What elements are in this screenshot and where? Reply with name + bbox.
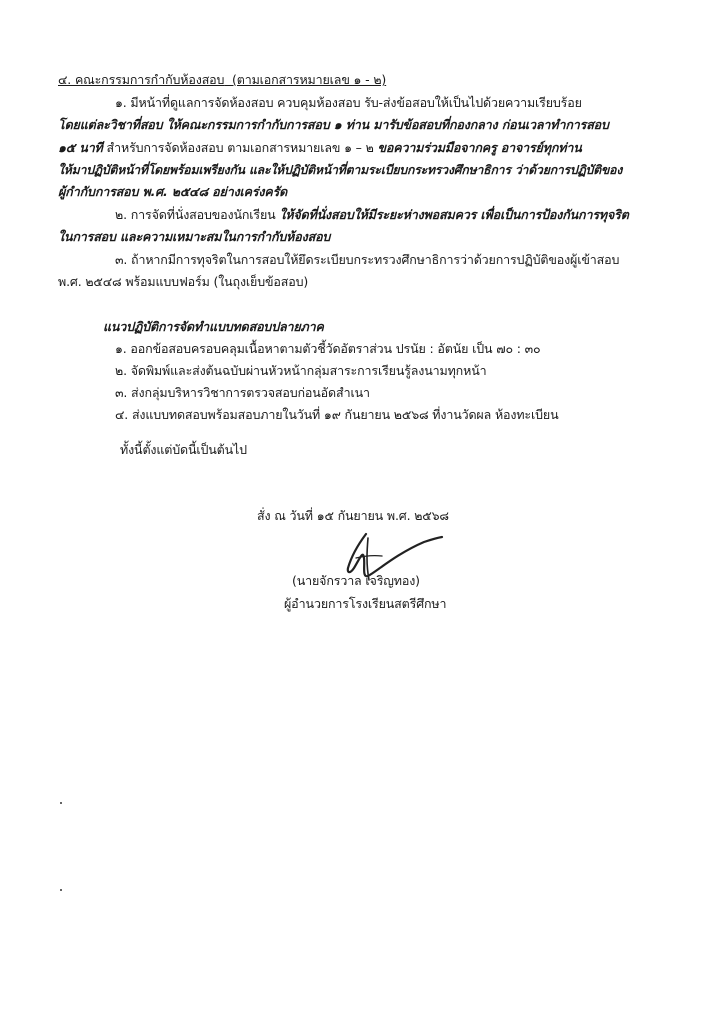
section-heading [58,72,386,88]
order-date: สั่ง ณ วันที่ ๑๕ กันยายน พ.ศ. ๒๕๖๘ [257,508,449,523]
item2-line1-bold: ให้จัดที่นั่งสอบให้มีระยะห่างพอสมควร เพื่อเป็นการป้องกันการทุจริต [279,207,629,222]
item1-line1: ๑. มีหน้าที่ดูแลการจัดห้องสอบ ควบคุมห้องสอบ รับ-ส่งข้อสอบให้เป็นไปด้วยความเรียบร้อย [115,95,582,110]
margin-speck [60,889,62,891]
guidelines-heading: แนวปฏิบัติการจัดทำแบบทดสอบปลายภาค [103,319,324,334]
section-heading-reference: (ตามเอกสารหมายเลข ๑ - ๒) [232,72,387,87]
item1-line2: โดยแต่ละวิชาที่สอบ ให้คณะกรรมการกำกับการสอบ ๑ ท่าน มารับข้อสอบที่กองกลาง ก่อนเวลาทำการสอบ [58,117,609,132]
item1-line3 [58,140,582,156]
guideline-item-2: ๒. จัดพิมพ์และส่งต้นฉบับผ่านหัวหน้ากลุ่มสาระการเรียนรู้ลงนามทุกหน้า [115,363,487,378]
item2-line1-plain: ๒. การจัดที่นั่งสอบของนักเรียน [115,207,280,222]
item2-line2: ในการสอบ และความเหมาะสมในการกำกับห้องสอบ [58,229,331,244]
item1-line5: ผู้กำกับการสอบ พ.ศ. ๒๕๔๘ อย่างเคร่งครัด [58,184,288,199]
guideline-item-3: ๓. ส่งกลุ่มบริหารวิชาการตรวจสอบก่อนอัดสำเนา [115,385,370,400]
item1-line3-middle: สำหรับการจัดห้องสอบ ตามเอกสารหมายเลข ๑ – ๒ [102,140,378,155]
item1-line3-tail: ขอความร่วมมือจากครู อาจารย์ทุกท่าน [377,140,582,155]
item1-time: ๑๕ นาที [58,140,103,155]
signatory-position: ผู้อำนวยการโรงเรียนสตรีศึกษา [284,596,447,611]
item3-line1: ๓. ถ้าหากมีการทุจริตในการสอบให้ยึดระเบียบกระทรวงศึกษาธิการว่าด้วยการปฏิบัติของผู้เข้าสอบ [115,252,620,267]
item3-line2: พ.ศ. ๒๕๔๘ พร้อมแบบฟอร์ม (ในถุงเย็บข้อสอบ) [58,274,309,289]
margin-speck [60,802,62,804]
closing-statement: ทั้งนี้ตั้งแต่บัดนี้เป็นต้นไป [120,442,247,457]
item1-line4: ให้มาปฏิบัติหน้าที่โดยพร้อมเพรียงกัน และให้ปฏิบัติหน้าที่ตามระเบียบกระทรวงศึกษาธิการ ว่าด้วยการปฏิบัติของ [58,163,623,177]
item2-line1 [115,207,629,223]
signatory-name: (นายจักรวาล เจริญทอง) [292,573,420,588]
guideline-item-1: ๑. ออกข้อสอบครอบคลุมเนื้อหาตามตัวชี้วัดอัตราส่วน ปรนัย : อัตนัย เป็น ๗๐ : ๓๐ [115,341,541,356]
section-heading-title: ๔. คณะกรรมการกำกับห้องสอบ [58,72,225,87]
guideline-item-4: ๔. ส่งแบบทดสอบพร้อมสอบภายในวันที่ ๑๙ กันยายน ๒๕๖๘ ที่งานวัดผล ห้องทะเบียน [115,407,559,422]
